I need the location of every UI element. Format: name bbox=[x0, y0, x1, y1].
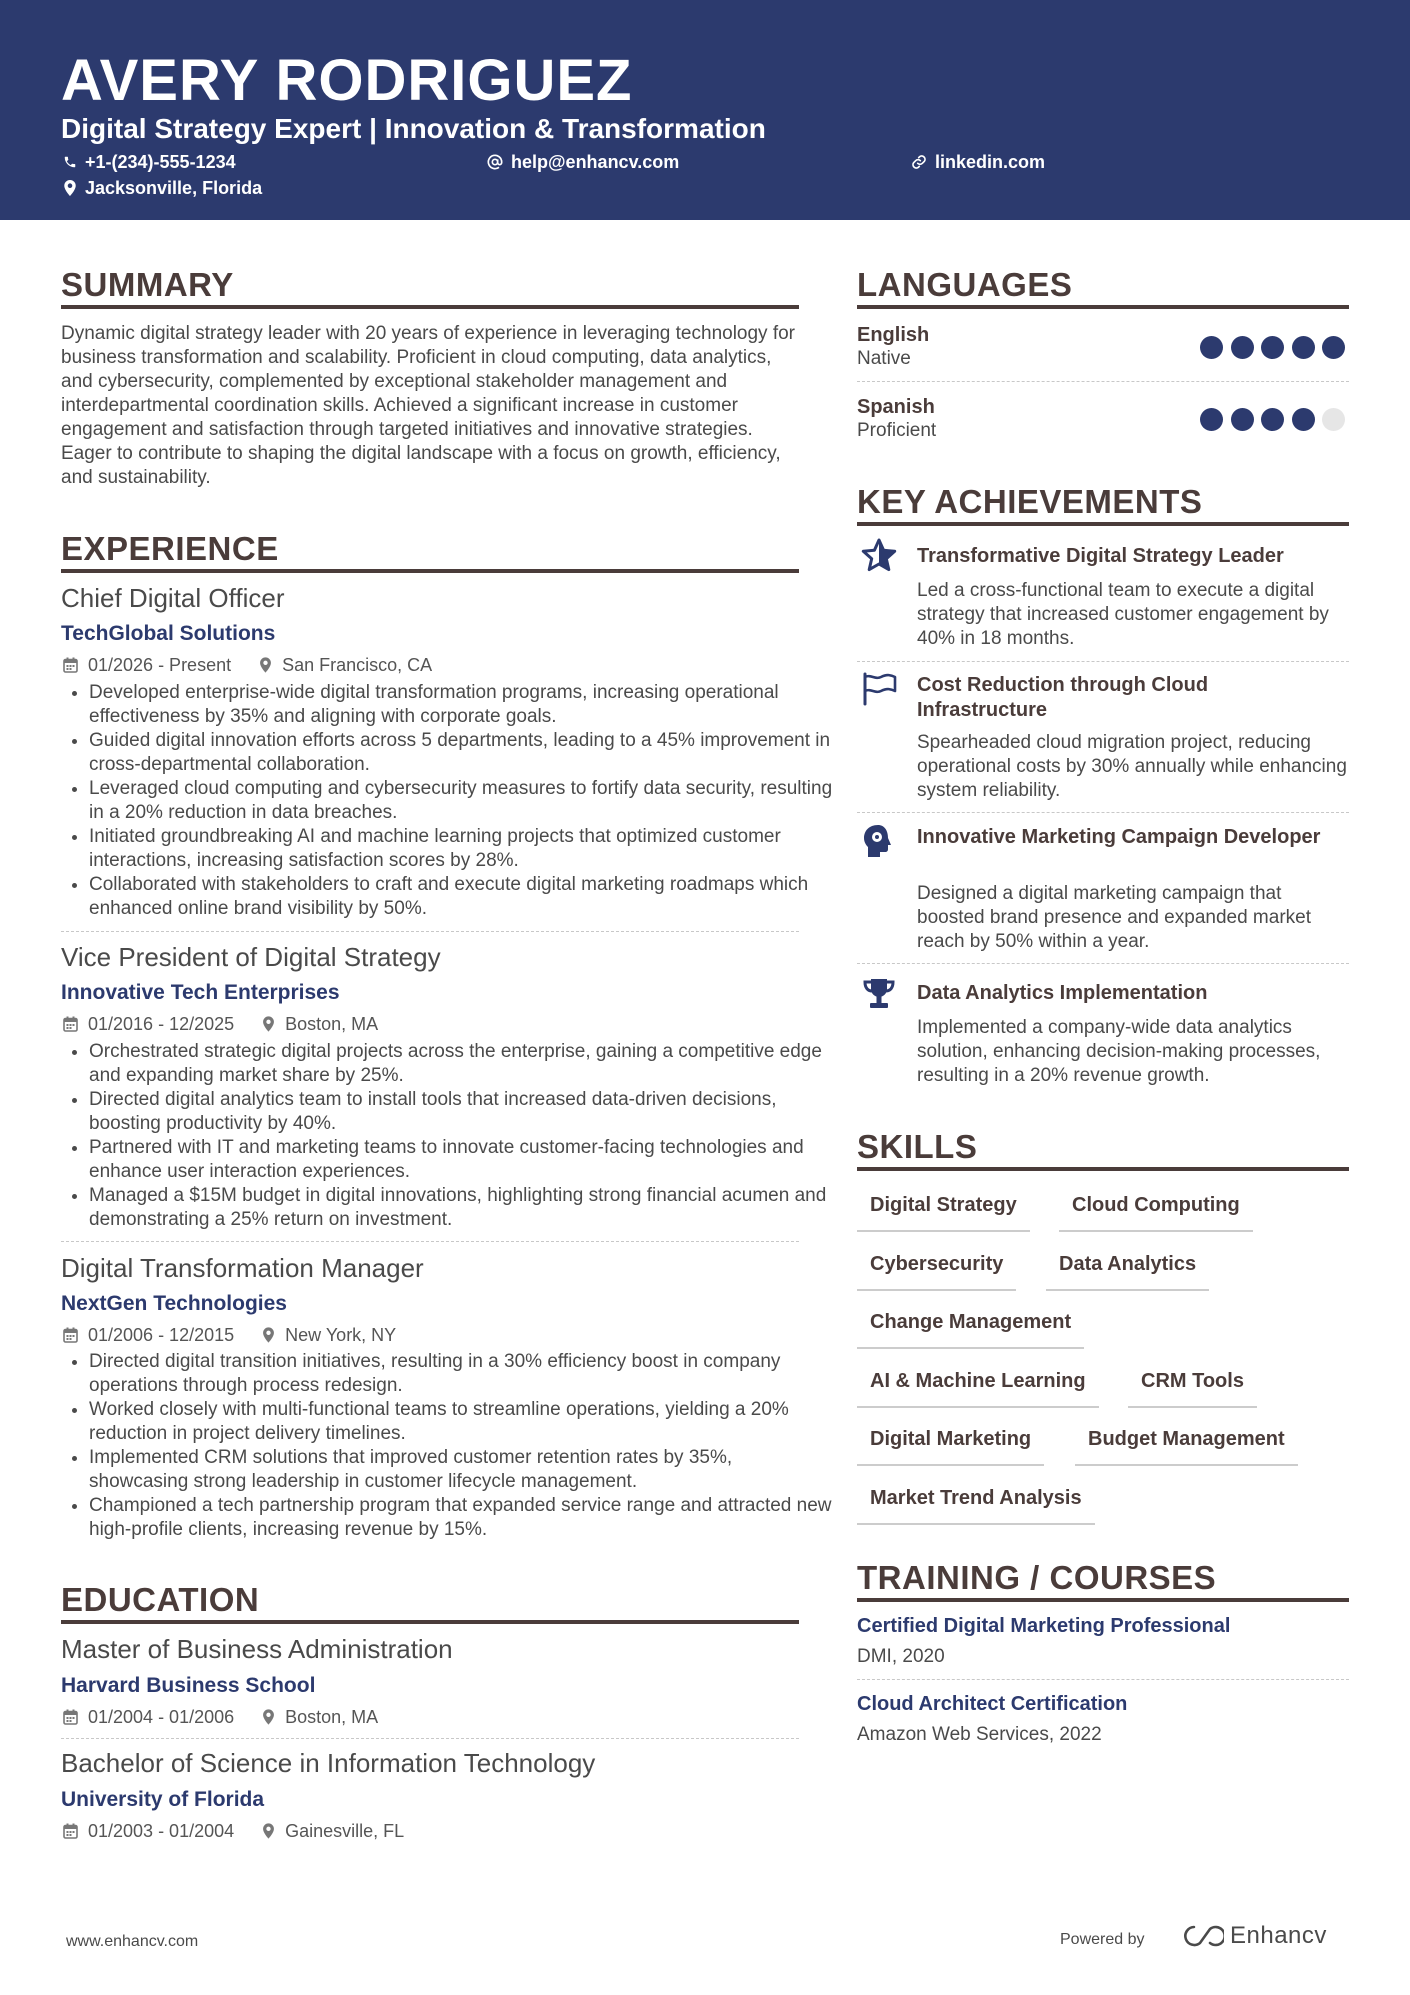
job-location: New York, NY bbox=[285, 1325, 397, 1345]
job-bullets bbox=[61, 681, 834, 921]
bullet-item: • Initiated groundbreaking AI and machine learning projects that optimized customer interactions, increasing satisfaction scores by 28%. bbox=[89, 825, 834, 873]
achievement-title: Innovative Marketing Campaign Developer bbox=[917, 826, 1321, 848]
achievement-title: Cost Reduction through Cloud Infrastructure bbox=[917, 674, 1209, 721]
phone-icon bbox=[63, 155, 77, 169]
at-icon bbox=[487, 154, 503, 170]
job-company: Innovative Tech Enterprises bbox=[61, 981, 340, 1004]
candidate-title: Digital Strategy Expert | Innovation & Transformation bbox=[61, 113, 766, 144]
bullet-item: • Directed digital analytics team to install tools that increased data-driven decisions, boosting productivity by 40%. bbox=[89, 1088, 834, 1136]
divider bbox=[61, 931, 799, 932]
job-dates: 01/2016 - 12/2025 bbox=[88, 1014, 235, 1034]
experience-rule bbox=[61, 569, 799, 573]
degree-title: Master of Business Administration bbox=[61, 1634, 453, 1664]
course-title: Cloud Architect Certification bbox=[857, 1693, 1128, 1715]
job-title: Vice President of Digital Strategy bbox=[61, 942, 441, 972]
divider bbox=[857, 661, 1349, 662]
achievement-description: Implemented a company-wide data analytics solution, enhancing decision-making processes, resulting in a 20% revenue growth. bbox=[917, 1017, 1321, 1086]
contact-email[interactable] bbox=[487, 151, 679, 173]
rating-dot-filled bbox=[1322, 336, 1345, 359]
education-dates: 01/2003 - 01/2004 bbox=[88, 1821, 235, 1841]
bullet-item: • Orchestrated strategic digital projects across the enterprise, gaining a competitive edge and expanding market share by 25%. bbox=[89, 1040, 834, 1088]
rating-dot-filled bbox=[1231, 408, 1254, 431]
skill-tag: Change Management bbox=[857, 1310, 1084, 1349]
email-text: help@enhancv.com bbox=[511, 152, 680, 172]
bullet-item: • Managed a $15M budget in digital innovations, highlighting strong financial acumen and demonstrating a 25% return on investment. bbox=[89, 1184, 834, 1232]
job-meta bbox=[63, 1013, 378, 1035]
language-level: Native bbox=[857, 348, 911, 369]
degree-title: Bachelor of Science in Information Technology bbox=[61, 1748, 596, 1778]
school-name: Harvard Business School bbox=[61, 1674, 316, 1697]
achievements-heading: KEY ACHIEVEMENTS bbox=[857, 483, 1203, 520]
contact-phone[interactable] bbox=[63, 151, 236, 173]
phone-text: +1-(234)-555-1234 bbox=[85, 152, 236, 172]
powered-by-label: Powered by bbox=[1060, 1931, 1145, 1948]
calendar-icon bbox=[63, 1016, 78, 1032]
bullet-item: • Worked closely with multi-functional teams to streamline operations, yielding a 20% reduction in project delivery timelines. bbox=[89, 1398, 834, 1446]
course-meta: DMI, 2020 bbox=[857, 1646, 945, 1667]
training-heading: TRAINING / COURSES bbox=[857, 1559, 1217, 1596]
skill-tag: Digital Marketing bbox=[857, 1427, 1044, 1466]
flag-icon bbox=[861, 672, 899, 706]
skill-tag: Market Trend Analysis bbox=[857, 1486, 1095, 1525]
education-location: Boston, MA bbox=[285, 1707, 379, 1727]
rating-dot-filled bbox=[1292, 408, 1315, 431]
skill-tag: AI & Machine Learning bbox=[857, 1369, 1099, 1408]
contact-location bbox=[63, 177, 262, 199]
bullet-item: • Partnered with IT and marketing teams to innovate customer-facing technologies and enhance user interaction experiences. bbox=[89, 1136, 834, 1184]
bullet-item: • Collaborated with stakeholders to craft and execute digital marketing roadmaps which enhanced online brand visibility by 50%. bbox=[89, 873, 834, 921]
trophy-icon bbox=[861, 977, 897, 1011]
skill-tag: Data Analytics bbox=[1046, 1252, 1209, 1291]
star-icon bbox=[861, 538, 897, 572]
language-level: Proficient bbox=[857, 420, 937, 441]
divider bbox=[61, 1738, 799, 1739]
summary-rule bbox=[61, 305, 799, 309]
linkedin-text: linkedin.com bbox=[935, 152, 1046, 172]
skill-tag: CRM Tools bbox=[1128, 1369, 1257, 1408]
languages-heading: LANGUAGES bbox=[857, 266, 1073, 303]
job-meta bbox=[63, 654, 432, 676]
job-location: Boston, MA bbox=[285, 1014, 379, 1034]
job-meta bbox=[63, 1324, 396, 1346]
enhancv-brand: Enhancv bbox=[1230, 1922, 1327, 1949]
job-company: NextGen Technologies bbox=[61, 1292, 287, 1315]
enhancv-logo-icon bbox=[1180, 1923, 1224, 1949]
language-rating bbox=[1200, 408, 1353, 431]
link-icon bbox=[911, 154, 927, 170]
skill-tag: Digital Strategy bbox=[857, 1193, 1030, 1232]
achievements-rule bbox=[857, 522, 1349, 526]
head-icon bbox=[861, 823, 895, 859]
achievement-title: Transformative Digital Strategy Leader bbox=[917, 545, 1284, 567]
rating-dot-filled bbox=[1200, 336, 1223, 359]
language-name: Spanish bbox=[857, 396, 935, 418]
education-rule bbox=[61, 1620, 799, 1624]
skills-rule bbox=[857, 1167, 1349, 1171]
job-title: Chief Digital Officer bbox=[61, 583, 285, 613]
summary-text: Dynamic digital strategy leader with 20 years of experience in leveraging technology for business transformation and scalability. Proficient in cloud computing, data analytics, and cybersecurity, complemented by exceptional stakeholder management and interdepartmental coordination skills. Achieved a significant increase in customer engagement and satisfaction through targeted initiatives and innovative strategies. Eager to contribute to shaping the digital landscape with a focus on growth, efficiency, and sustainability. bbox=[61, 323, 796, 488]
calendar-icon bbox=[63, 1823, 78, 1839]
divider bbox=[61, 1241, 799, 1242]
job-bullets bbox=[61, 1350, 834, 1542]
rating-dot-empty bbox=[1322, 408, 1345, 431]
language-rating bbox=[1200, 336, 1353, 359]
location-pin-icon bbox=[262, 1709, 275, 1725]
skills-heading: SKILLS bbox=[857, 1128, 978, 1165]
job-location: San Francisco, CA bbox=[282, 655, 433, 675]
summary-heading: SUMMARY bbox=[61, 266, 234, 303]
location-pin-icon bbox=[63, 180, 77, 196]
bullet-item: • Implemented CRM solutions that improved customer retention rates by 35%, showcasing strong leadership in customer lifecycle management. bbox=[89, 1446, 834, 1494]
education-dates: 01/2004 - 01/2006 bbox=[88, 1707, 235, 1727]
education-heading: EDUCATION bbox=[61, 1581, 260, 1618]
divider bbox=[857, 812, 1349, 813]
bullet-item: • Leveraged cloud computing and cybersecurity measures to fortify data security, resulting in a 20% reduction in data breaches. bbox=[89, 777, 834, 825]
footer-url[interactable]: www.enhancv.com bbox=[66, 1933, 199, 1950]
divider bbox=[857, 1679, 1349, 1680]
bullet-item: • Developed enterprise-wide digital transformation programs, increasing operational effectiveness by 35% and aligning with corporate goals. bbox=[89, 681, 834, 729]
location-pin-icon bbox=[262, 1823, 275, 1839]
divider bbox=[857, 963, 1349, 964]
bullet-item: • Guided digital innovation efforts across 5 departments, leading to a 45% improvement in cross-departmental collaboration. bbox=[89, 729, 834, 777]
location-pin-icon bbox=[262, 1016, 275, 1032]
education-location: Gainesville, FL bbox=[285, 1821, 405, 1841]
rating-dot-filled bbox=[1261, 408, 1284, 431]
contact-linkedin[interactable] bbox=[911, 151, 1045, 173]
enhancv-logo[interactable] bbox=[1180, 1922, 1327, 1950]
calendar-icon bbox=[63, 1327, 78, 1343]
language-name: English bbox=[857, 324, 930, 346]
job-dates: 01/2026 - Present bbox=[88, 655, 232, 675]
rating-dot-filled bbox=[1292, 336, 1315, 359]
job-bullets bbox=[61, 1040, 834, 1232]
languages-rule bbox=[857, 305, 1349, 309]
job-title: Digital Transformation Manager bbox=[61, 1253, 424, 1283]
resume-header bbox=[0, 0, 1410, 220]
bullet-item: • Championed a tech partnership program that expanded service range and attracted new high-profile clients, increasing revenue by 15%. bbox=[89, 1494, 834, 1542]
skill-tag: Budget Management bbox=[1075, 1427, 1298, 1466]
rating-dot-filled bbox=[1200, 408, 1223, 431]
bullet-item: • Directed digital transition initiatives, resulting in a 30% efficiency boost in company operations through process redesign. bbox=[89, 1350, 834, 1398]
skill-tag: Cloud Computing bbox=[1059, 1193, 1253, 1232]
rating-dot-filled bbox=[1231, 336, 1254, 359]
job-dates: 01/2006 - 12/2015 bbox=[88, 1325, 235, 1345]
calendar-icon bbox=[63, 1709, 78, 1725]
achievement-description: Designed a digital marketing campaign that boosted brand presence and expanded market reach by 50% within a year. bbox=[917, 883, 1311, 952]
divider bbox=[857, 381, 1349, 382]
location-text: Jacksonville, Florida bbox=[85, 178, 263, 198]
location-pin-icon bbox=[259, 657, 272, 673]
achievement-description: Spearheaded cloud migration project, reducing operational costs by 30% annually while enhancing system reliability. bbox=[917, 732, 1347, 801]
job-company: TechGlobal Solutions bbox=[61, 622, 276, 645]
skill-tag: Cybersecurity bbox=[857, 1252, 1016, 1291]
course-title: Certified Digital Marketing Professional bbox=[857, 1615, 1231, 1637]
experience-heading: EXPERIENCE bbox=[61, 530, 279, 567]
candidate-name: AVERY RODRIGUEZ bbox=[61, 48, 633, 113]
calendar-icon bbox=[63, 657, 78, 673]
education-meta bbox=[63, 1820, 404, 1842]
training-rule bbox=[857, 1598, 1349, 1602]
achievement-title: Data Analytics Implementation bbox=[917, 982, 1208, 1004]
location-pin-icon bbox=[262, 1327, 275, 1343]
achievement-description: Led a cross-functional team to execute a digital strategy that increased customer engagement by 40% in 18 months. bbox=[917, 580, 1329, 649]
education-meta bbox=[63, 1706, 378, 1728]
rating-dot-filled bbox=[1261, 336, 1284, 359]
course-meta: Amazon Web Services, 2022 bbox=[857, 1724, 1102, 1745]
school-name: University of Florida bbox=[61, 1788, 265, 1811]
